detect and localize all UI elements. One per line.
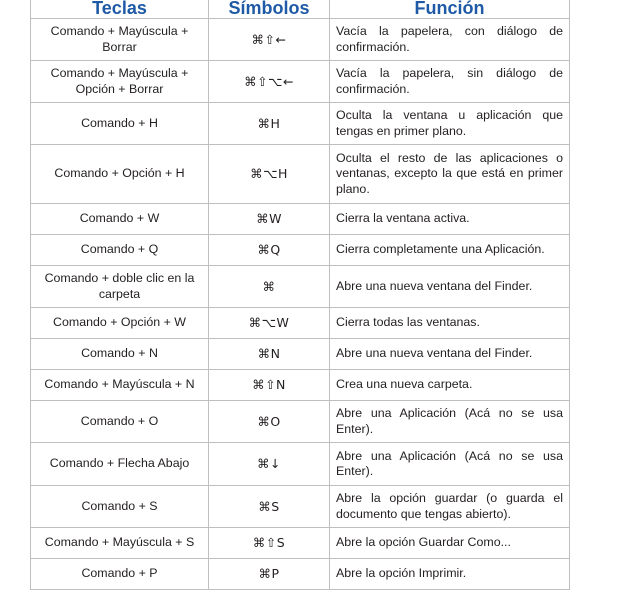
table-row (31, 103, 570, 145)
function-cell: Crea una nueva carpeta. (330, 370, 570, 401)
symbols-cell: ⌘ (209, 266, 330, 308)
function-cell: Oculta la ventana u aplicación que tengas en primer plano. (330, 103, 570, 145)
symbols-cell: ⌘⇧S (209, 528, 330, 559)
table-row (31, 145, 570, 204)
function-cell: Abre la opción Imprimir. (330, 559, 570, 590)
symbols-cell: ⌘O (209, 401, 330, 443)
symbols-cell: ⌘⇧N (209, 370, 330, 401)
function-cell: Abre una Aplicación (Acá no se usa Enter). (330, 443, 570, 486)
keys-cell: Comando + Mayúscula + S (31, 528, 209, 559)
keys-cell: Comando + N (31, 339, 209, 370)
header-keys: Teclas (31, 0, 209, 19)
function-cell: Abre la opción guardar (o guarda el documento que tengas abierto). (330, 486, 570, 528)
function-cell: Abre la opción Guardar Como... (330, 528, 570, 559)
table-row (31, 559, 570, 590)
function-cell: Cierra completamente una Aplicación. (330, 235, 570, 266)
shortcuts-table (30, 0, 570, 590)
function-cell: Abre una Aplicación (Acá no se usa Enter). (330, 401, 570, 443)
table-row (31, 19, 570, 61)
symbols-cell: ⌘W (209, 204, 330, 235)
table-row (31, 61, 570, 103)
table-row (31, 339, 570, 370)
function-cell: Cierra todas las ventanas. (330, 308, 570, 339)
keys-cell: Comando + P (31, 559, 209, 590)
keys-cell: Comando + S (31, 486, 209, 528)
table-row (31, 235, 570, 266)
keys-cell: Comando + Q (31, 235, 209, 266)
table-row (31, 528, 570, 559)
symbols-cell: ⌘P (209, 559, 330, 590)
table-row (31, 204, 570, 235)
function-cell: Vacía la papelera, con diálogo de confirmación. (330, 19, 570, 61)
keys-cell: Comando + W (31, 204, 209, 235)
keys-cell: Comando + O (31, 401, 209, 443)
symbols-cell: ⌘⌥H (209, 145, 330, 204)
symbols-cell: ⌘↓ (209, 443, 330, 486)
function-cell: Oculta el resto de las aplicaciones o ventanas, excepto la que está en primer plano. (330, 145, 570, 204)
table-row (31, 486, 570, 528)
function-cell: Abre una nueva ventana del Finder. (330, 266, 570, 308)
function-cell: Abre una nueva ventana del Finder. (330, 339, 570, 370)
function-cell: Vacía la papelera, sin diálogo de confirmación. (330, 61, 570, 103)
table-row (31, 401, 570, 443)
table-row (31, 370, 570, 401)
keys-cell: Comando + Mayúscula + Borrar (31, 19, 209, 61)
keys-cell: Comando + Opción + W (31, 308, 209, 339)
keys-cell: Comando + Mayúscula + N (31, 370, 209, 401)
keys-cell: Comando + doble clic en la carpeta (31, 266, 209, 308)
keys-cell: Comando + Mayúscula + Opción + Borrar (31, 61, 209, 103)
symbols-cell: ⌘H (209, 103, 330, 145)
keys-cell: Comando + Opción + H (31, 145, 209, 204)
symbols-cell: ⌘⇧⌥← (209, 61, 330, 103)
symbols-cell: ⌘Q (209, 235, 330, 266)
symbols-cell: ⌘S (209, 486, 330, 528)
function-cell: Cierra la ventana activa. (330, 204, 570, 235)
keys-cell: Comando + Flecha Abajo (31, 443, 209, 486)
keys-cell: Comando + H (31, 103, 209, 145)
table-row (31, 308, 570, 339)
shortcuts-table-container (30, 0, 569, 590)
header-symbols: Símbolos (209, 0, 330, 19)
symbols-cell: ⌘⌥W (209, 308, 330, 339)
symbols-cell: ⌘⇧← (209, 19, 330, 61)
table-header-row (31, 0, 570, 19)
table-row (31, 266, 570, 308)
symbols-cell: ⌘N (209, 339, 330, 370)
header-function: Función (330, 0, 570, 19)
table-row (31, 443, 570, 486)
